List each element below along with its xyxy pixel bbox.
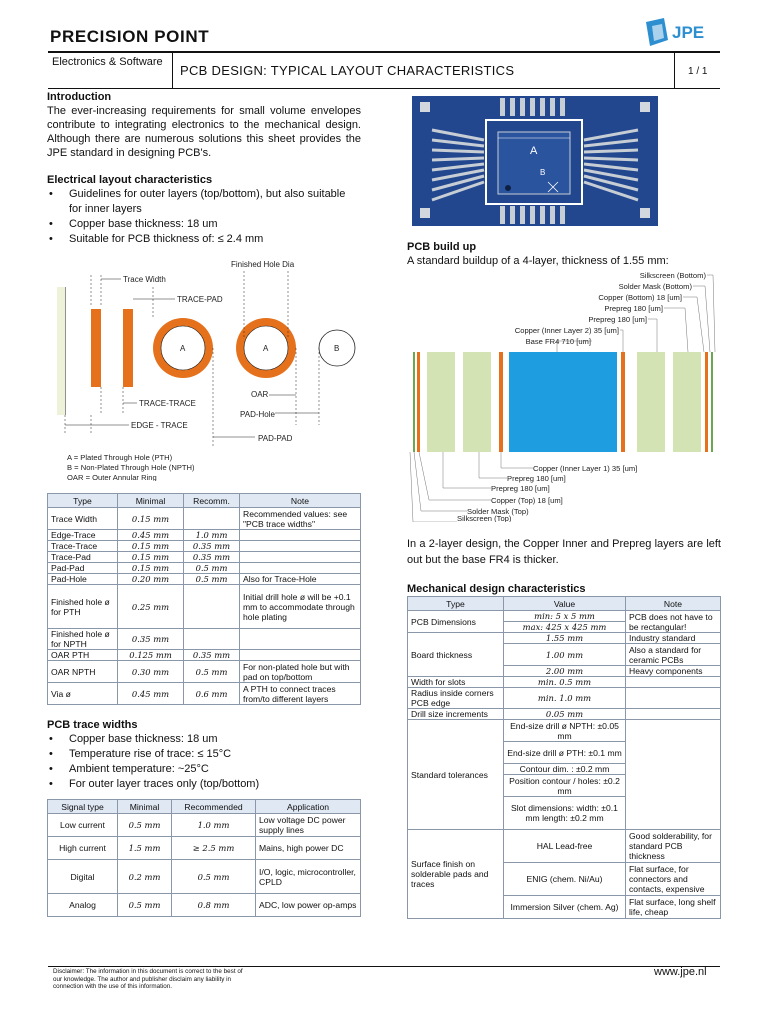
list-item: • Copper base thickness: 18 um (47, 217, 361, 232)
column-header: Type (48, 494, 118, 508)
table-cell: ADC, low power op-amps (256, 894, 361, 917)
layer-prepreg (463, 352, 491, 452)
table-cell: Recommended values: see "PCB trace widths" (240, 508, 361, 530)
table-cell: Drill size increments (408, 709, 504, 720)
left-column (47, 90, 361, 917)
table-cell: Mains, high power DC (256, 837, 361, 860)
two-layer-note: In a 2-layer design, the Copper Inner and Prepreg layers are left out but the base FR4 is thicker. (407, 538, 721, 566)
layer-prepreg (637, 352, 665, 452)
column-header: Recommended (172, 800, 256, 814)
table-cell: 2.00 mm (504, 666, 626, 677)
legend-line: B = Non-Plated Through Hole (NPTH) (67, 463, 195, 472)
table-cell: Width for slots (408, 677, 504, 688)
table-cell: 0.2 mm (118, 860, 172, 894)
table-row (408, 611, 721, 622)
pad-hole-label: PAD-Hole (240, 410, 275, 419)
table-cell: 1.5 mm (118, 837, 172, 860)
column-header: Application (256, 800, 361, 814)
pcb-footprint-image (412, 96, 658, 226)
layer-label: Solder Mask (Bottom) (618, 282, 692, 291)
table-cell: PCB does not have to be rectangular! (626, 611, 721, 633)
logo-text: JPE (672, 23, 705, 42)
legend-line: A = Plated Through Hole (PTH) (67, 453, 173, 462)
trace-widths-bullets (47, 732, 361, 792)
table-cell: 0.30 mm (118, 661, 184, 683)
layer-prepreg (427, 352, 455, 452)
table-cell: OAR PTH (48, 650, 118, 661)
pcb-edge (57, 287, 65, 415)
layer-soldermask-bottom (711, 352, 713, 452)
trace-trace-label: TRACE-TRACE (139, 399, 196, 408)
layer-label: Silkscreen (Top) (457, 514, 512, 522)
table-cell (626, 688, 721, 709)
list-item: • Ambient temperature: ~25°C (47, 762, 361, 777)
edge-trace-label: EDGE - TRACE (131, 421, 188, 430)
table-cell: Radius inside corners PCB edge (408, 688, 504, 709)
electrical-heading: Electrical layout characteristics (47, 174, 213, 186)
table-header-row (408, 597, 721, 611)
table-cell: Good solderability, for standard PCB thickness (626, 830, 721, 863)
table-cell (240, 563, 361, 574)
table-cell: Also for Trace-Hole (240, 574, 361, 585)
header-rule (48, 51, 720, 53)
table-row (408, 688, 721, 709)
brand-title: PRECISION POINT (50, 27, 210, 46)
table-cell: End-size drill ø NPTH: ±0.05 mm (504, 720, 626, 742)
column-header: Minimal (118, 800, 172, 814)
footer-rule (48, 966, 720, 967)
layer-label: Prepreg 180 [um] (604, 304, 663, 313)
layer-label: Copper (Inner Layer 1) 35 [um] (533, 464, 638, 473)
table-cell: Heavy components (626, 666, 721, 677)
layer-label: Prepreg 180 [um] (507, 474, 566, 483)
table-cell: 0.6 mm (184, 683, 240, 705)
finished-hole-label: Finished Hole Dia (231, 260, 295, 269)
oar-label: OAR (251, 390, 269, 399)
intro-text: The ever-increasing requirements for small volume envelopes contribute to integrating electronics to the mechanical design. Although there are numerous solutions this sheet provides the JPE standard in designing PCB's. (47, 105, 361, 159)
hole-label: B (334, 344, 340, 353)
table-row (48, 563, 361, 574)
table-cell: 0.5 mm (184, 563, 240, 574)
disclaimer: Disclaimer: The information in this document is correct to the best of our knowledge. The author and publisher disclaim any liability in connection with the use of this information. (53, 968, 243, 990)
table-cell: Flat surface, for connectors and contacts, expensive (626, 863, 721, 896)
trace-pad-label: TRACE-PAD (177, 295, 223, 304)
table-row (408, 720, 721, 742)
table-cell: 0.05 mm (504, 709, 626, 720)
table-cell: Slot dimensions: width: ±0.1 mm length: ±0.2 mm (504, 797, 626, 830)
table-cell: Immersion Silver (chem. Ag) (504, 896, 626, 919)
table-cell (184, 629, 240, 650)
table-cell: 1.0 mm (172, 814, 256, 837)
table-cell: Trace-Pad (48, 552, 118, 563)
intro-heading: Introduction (47, 91, 112, 103)
table-cell: Board thickness (408, 633, 504, 677)
layer-label: Silkscreen (Bottom) (639, 271, 706, 280)
table-cell: Low current (48, 814, 118, 837)
mechanical-heading: Mechanical design characteristics (407, 583, 586, 595)
table-row (408, 633, 721, 644)
pad-label: A (180, 344, 186, 353)
table-cell: 0.5 mm (184, 661, 240, 683)
column-header: Recomm. (184, 494, 240, 508)
table-row (408, 677, 721, 688)
column-header: Minimal (118, 494, 184, 508)
table-row (48, 683, 361, 705)
table-cell: 0.15 mm (118, 552, 184, 563)
table-cell: 0.15 mm (118, 541, 184, 552)
table-row (48, 837, 361, 860)
buildup-diagram (407, 270, 721, 522)
table-cell: 0.45 mm (118, 683, 184, 705)
legend-line: OAR = Outer Annular Ring (67, 473, 157, 481)
list-item: • Copper base thickness: 18 um (47, 732, 361, 747)
table-cell: Pad-Hole (48, 574, 118, 585)
layer-label: Copper (Inner Layer 2) 35 [um] (514, 326, 619, 335)
table-cell: 0.35 mm (118, 629, 184, 650)
trace-2 (123, 309, 133, 387)
table-cell: min: 5 x 5 mm (504, 611, 626, 622)
table-row (48, 508, 361, 530)
trace-widths-heading: PCB trace widths (47, 719, 138, 731)
table-cell: 0.15 mm (118, 563, 184, 574)
table-cell: Flat surface, long shelf life, cheap (626, 896, 721, 919)
table-cell: Initial drill hole ø will be +0.1 mm to accommodate through hole plating (240, 585, 361, 629)
table-cell: Contour dim. : ±0.2 mm (504, 764, 626, 775)
layer-label: Solder Mask (Top) (467, 507, 529, 516)
table-cell: 1.0 mm (184, 530, 240, 541)
layer-prepreg (673, 352, 701, 452)
table-cell: Finished hole ø for NPTH (48, 629, 118, 650)
layer-label: Copper (Bottom) 18 [um] (598, 293, 682, 302)
table-cell (626, 677, 721, 688)
department-label: Electronics & Software (52, 56, 163, 68)
table-cell: max: 425 x 425 mm (504, 622, 626, 633)
trace-1 (91, 309, 101, 387)
table-cell: Also a standard for ceramic PCBs (626, 644, 721, 666)
table-header-row (48, 494, 361, 508)
trace-widths-table (47, 799, 361, 917)
table-row (48, 541, 361, 552)
table-cell: 0.45 mm (118, 530, 184, 541)
website-link[interactable]: www.jpe.nl (654, 966, 707, 978)
table-cell (240, 530, 361, 541)
table-cell: Position contour / holes: ±0.2 mm (504, 775, 626, 797)
table-cell: 0.5 mm (184, 574, 240, 585)
table-cell: PCB Dimensions (408, 611, 504, 633)
table-cell: 0.15 mm (118, 508, 184, 530)
layer-copper-bottom (705, 352, 708, 452)
table-cell: 0.35 mm (184, 650, 240, 661)
table-row (48, 661, 361, 683)
trace-width-label: Trace Width (123, 275, 166, 284)
table-cell: Pad-Pad (48, 563, 118, 574)
column-header: Value (504, 597, 626, 611)
table-row (48, 552, 361, 563)
table-row (48, 814, 361, 837)
table-cell: High current (48, 837, 118, 860)
table-cell: 1.00 mm (504, 644, 626, 666)
table-cell: 1.55 mm (504, 633, 626, 644)
clearance-diagram (47, 247, 361, 481)
table-row (48, 629, 361, 650)
table-cell: 0.8 mm (172, 894, 256, 917)
header-bottom-rule (48, 88, 720, 89)
table-cell (184, 585, 240, 629)
mechanical-table (407, 596, 721, 919)
table-cell: Via ø (48, 683, 118, 705)
table-header-row (48, 800, 361, 814)
table-cell: A PTH to connect traces from/to different layers (240, 683, 361, 705)
table-cell: I/O, logic, microcontroller, CPLD (256, 860, 361, 894)
pad-pad-label: PAD-PAD (258, 434, 293, 443)
layer-soldermask-top (413, 352, 415, 452)
table-cell: OAR NPTH (48, 661, 118, 683)
table-cell: 0.5 mm (118, 814, 172, 837)
clearance-table (47, 493, 361, 705)
pad-label: A (263, 344, 269, 353)
table-cell: 0.35 mm (184, 541, 240, 552)
trace-widths-body (48, 814, 361, 917)
table-row (48, 574, 361, 585)
layer-copper-top (417, 352, 420, 452)
table-cell: 0.5 mm (118, 894, 172, 917)
list-item: • Temperature rise of trace: ≤ 15°C (47, 747, 361, 762)
column-header: Note (240, 494, 361, 508)
table-cell: min. 1.0 mm (504, 688, 626, 709)
table-cell: 0.35 mm (184, 552, 240, 563)
table-cell (240, 629, 361, 650)
page-number: 1 / 1 (688, 66, 708, 77)
list-item: • For outer layer traces only (top/bottom) (47, 777, 361, 792)
table-row (48, 894, 361, 917)
table-row (408, 830, 721, 863)
table-cell (240, 650, 361, 661)
buildup-text: A standard buildup of a 4-layer, thickness of 1.55 mm: (407, 255, 669, 267)
table-cell: Finished hole ø for PTH (48, 585, 118, 629)
table-cell: 0.5 mm (172, 860, 256, 894)
table-cell: Digital (48, 860, 118, 894)
image-label-b: B (540, 168, 546, 177)
table-cell: Edge-Trace (48, 530, 118, 541)
layer-label: Prepreg 180 [um] (491, 484, 550, 493)
column-header: Type (408, 597, 504, 611)
table-cell (240, 541, 361, 552)
table-cell: 0.125 mm (118, 650, 184, 661)
table-cell: Trace Width (48, 508, 118, 530)
list-item: • Guidelines for outer layers (top/bottom), but also suitable for inner layers (47, 187, 361, 217)
document-title: PCB DESIGN: TYPICAL LAYOUT CHARACTERISTICS (180, 63, 515, 78)
column-header: Signal type (48, 800, 118, 814)
layer-copper-inner2 (621, 352, 625, 452)
table-row (408, 709, 721, 720)
table-cell (184, 508, 240, 530)
electrical-bullets (47, 187, 361, 247)
layer-copper-inner1 (499, 352, 503, 452)
table-cell: HAL Lead-free (504, 830, 626, 863)
table-row (48, 530, 361, 541)
table-cell (240, 552, 361, 563)
layer-label: Base FR4 710 [um] (525, 337, 591, 346)
table-cell: Trace-Trace (48, 541, 118, 552)
image-label-a: A (530, 145, 538, 157)
table-cell (626, 720, 721, 830)
header-divider (172, 53, 173, 88)
column-header: Note (626, 597, 721, 611)
header-divider (674, 53, 675, 88)
table-row (48, 860, 361, 894)
table-cell: Low voltage DC power supply lines (256, 814, 361, 837)
right-column (407, 240, 721, 919)
table-cell: ENIG (chem. Ni/Au) (504, 863, 626, 896)
table-cell: 0.20 mm (118, 574, 184, 585)
table-cell: Standard tolerances (408, 720, 504, 830)
layer-label: Copper (Top) 18 [um] (491, 496, 563, 505)
table-cell: For non-plated hole but with pad on top/bottom (240, 661, 361, 683)
table-cell: Analog (48, 894, 118, 917)
table-row (48, 585, 361, 629)
buildup-heading: PCB build up (407, 241, 477, 253)
table-cell: min. 0.5 mm (504, 677, 626, 688)
table-cell: Industry standard (626, 633, 721, 644)
table-cell: ≥ 2.5 mm (172, 837, 256, 860)
table-cell: 0.25 mm (118, 585, 184, 629)
list-item: • Suitable for PCB thickness of: ≤ 2.4 mm (47, 232, 361, 247)
table-row (48, 650, 361, 661)
table-cell: End-size drill ø PTH: ±0.1 mm (504, 742, 626, 764)
layer-label: Prepreg 180 [um] (588, 315, 647, 324)
table-cell: Surface finish on solderable pads and traces (408, 830, 504, 919)
table-cell (626, 709, 721, 720)
layer-base-fr4 (509, 352, 617, 452)
clearance-body (48, 508, 361, 705)
